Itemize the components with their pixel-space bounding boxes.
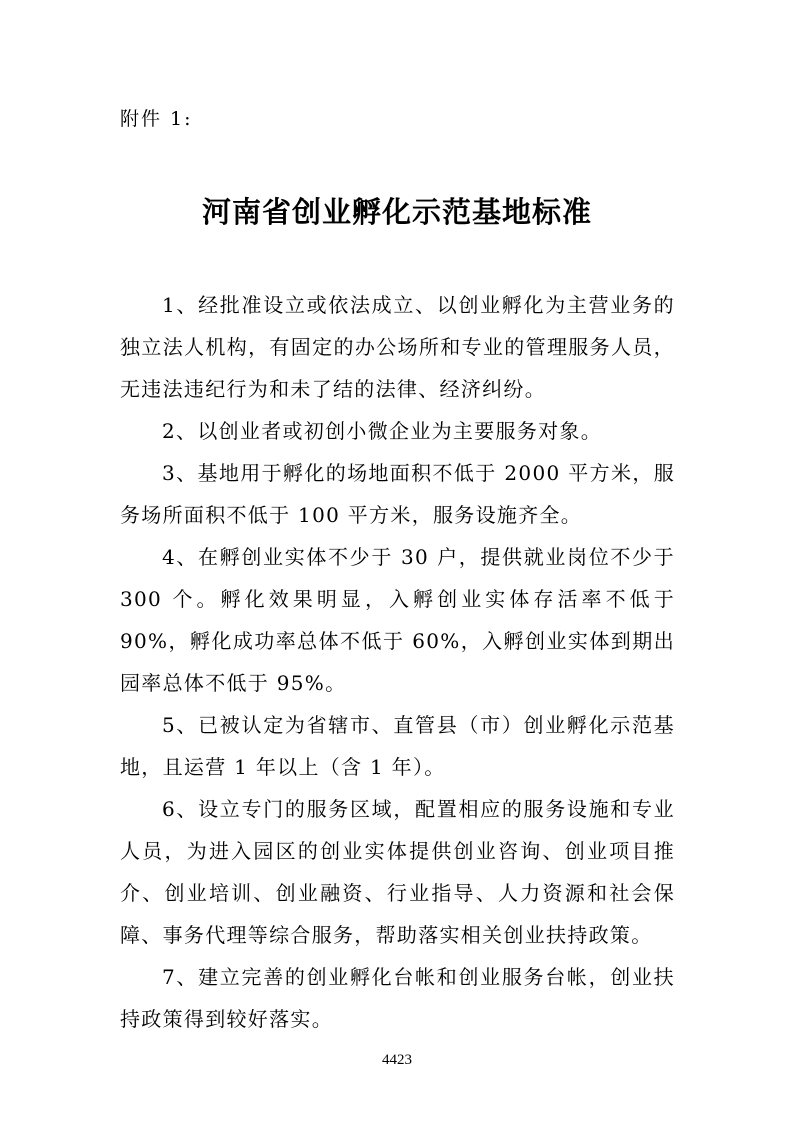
- document-body: [120, 284, 675, 1040]
- paragraph-4: 4、在孵创业实体不少于 30 户，提供就业岗位不少于 300 个。孵化效果明显，入孵创业实体存活率不低于 90%，孵化成功率总体不低于 60%，入孵创业实体到期出园率总体不低于 95%。: [120, 545, 675, 695]
- page-number: 4423: [382, 1052, 412, 1068]
- paragraph-2: 2、以创业者或初创小微企业为主要服务对象。: [162, 419, 603, 443]
- page-title: 河南省创业孵化示范基地标准: [201, 195, 592, 229]
- paragraph-3: 3、基地用于孵化的场地面积不低于 2000 平方米，服务场所面积不低于 100 平方米，服务设施齐全。: [120, 461, 675, 527]
- paragraph-6: 6、设立专门的服务区域，配置相应的服务设施和专业人员，为进入园区的创业实体提供创业咨询、创业项目推介、创业培训、创业融资、行业指导、人力资源和社会保障、事务代理等综合服务，帮助落实相关创业扶持政策。: [120, 797, 675, 947]
- paragraph-7: 7、建立完善的创业孵化台帐和创业服务台帐，创业扶持政策得到较好落实。: [120, 965, 675, 1031]
- attachment-label: 附件 1:: [120, 108, 193, 130]
- paragraph-5: 5、已被认定为省辖市、直管县（市）创业孵化示范基地，且运营 1 年以上（含 1 年）。: [120, 713, 675, 779]
- paragraph-1: 1、经批准设立或依法成立、以创业孵化为主营业务的独立法人机构，有固定的办公场所和专业的管理服务人员，无违法违纪行为和未了结的法律、经济纠纷。: [120, 293, 675, 401]
